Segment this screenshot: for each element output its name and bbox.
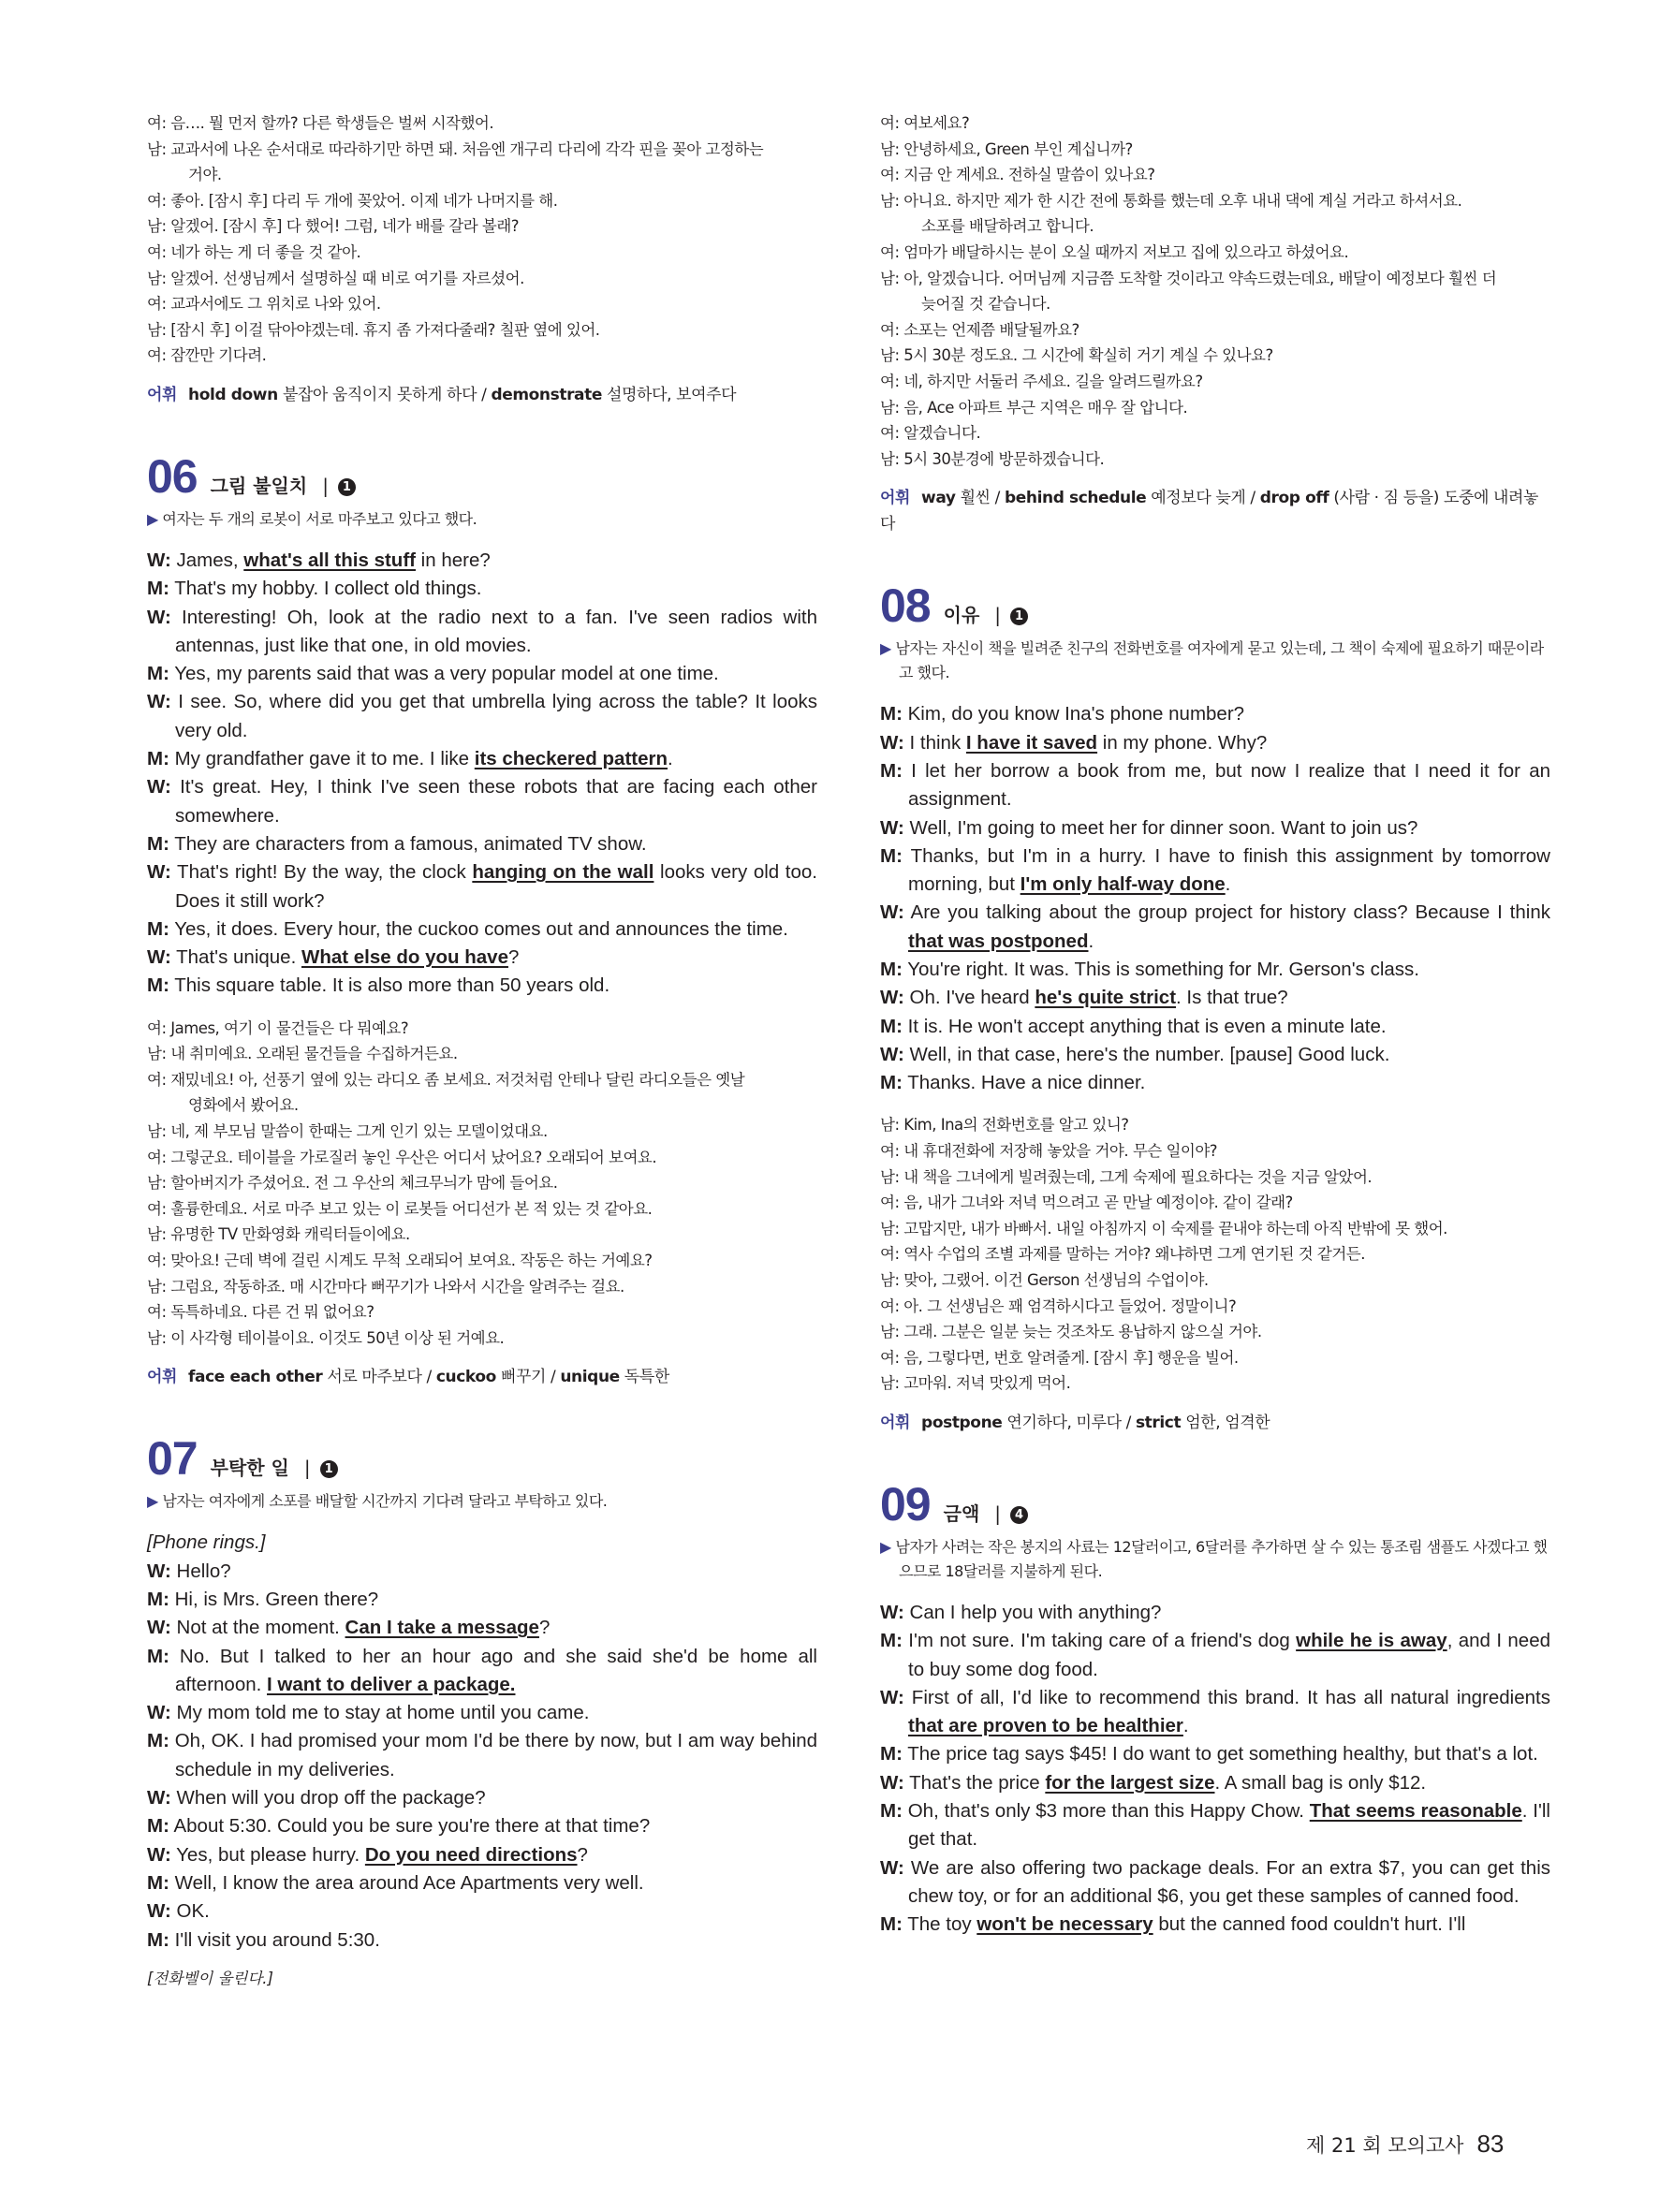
dialogue-line [147,604,817,661]
translation-line: 영화에서 봤어요. [188,1096,299,1115]
utterance-text: Hi, is Mrs. Green there? [169,1589,379,1610]
dialogue-line [147,944,817,972]
speaker-label: M: [147,1871,169,1894]
translation-line: 남: 유명한 TV 만화영화 캐릭터들이에요. [147,1225,410,1244]
dialogue-line [880,1854,1550,1912]
speaker-label: M: [147,917,169,940]
dialogue-09 [880,1599,1550,1940]
utterance-text: Thanks, but I'm in a hurry. I have to finish this assignment by tomorrow morning, but [902,844,1550,896]
utterance-text: That's unique. [170,946,301,969]
translation-line: 여: 알겠습니다. [880,424,981,443]
translation-line: 여: 맞아요! 근데 벽에 걸린 시계도 무척 오래되어 보여요. 작동은 하는 거예요? [147,1252,653,1270]
dialogue-line [147,1727,817,1784]
triangle-bullet-icon: ▶ [147,509,163,528]
blank-answer: that was postponed [908,930,1089,952]
section-header-07 [147,1431,817,1486]
speaker-label: M: [147,748,169,770]
vocab-meaning: 예정보다 늦게 / [1146,489,1260,508]
korean-translation [147,110,817,369]
dialogue-line [880,1684,1550,1741]
vocab-meaning: 설명하다, 보여주다 [602,385,737,404]
utterance-text: ? [577,1843,588,1866]
utterance-text: It is. He won't accept anything that is even a minute late. [902,1015,1387,1037]
dialogue-line [147,830,817,858]
dialogue-line [147,688,817,745]
translation-line: 남: 내 취미예요. 오래된 물건들을 수집하거든요. [147,1045,458,1063]
answer-badge: 1 [320,1460,338,1478]
section-title: 부탁한 일 [210,1457,289,1480]
vocab-term: cuckoo [435,1368,496,1387]
explanation-text: 남자는 자신이 책을 빌려준 친구의 전화번호를 여자에게 묻고 있는데, 그 책이 숙제에 필요하기 때문이라고 했다. [895,639,1544,682]
utterance-text: Well, in that case, here's the number. [pause] Good luck. [903,1043,1390,1065]
stage-direction-korean: [전화벨이 울린다.] [147,1969,273,1987]
translation-line: 여: 교과서에도 그 위치로 나와 있어. [147,295,381,314]
utterance-text: My mom told me to stay at home until you came. [170,1702,590,1724]
translation-line: 남: 교과서에 나온 순서대로 따라하기만 하면 돼. 처음엔 개구리 다리에 각각 핀을 꽂아 고정하는 [147,139,764,158]
dialogue-line [147,660,817,688]
section-header-09 [880,1477,1550,1531]
speaker-label: W: [147,861,171,884]
utterance-text: The price tag says $45! I do want to get something healthy, but that's a lot. [902,1743,1538,1765]
utterance-text: in here? [415,549,491,571]
left-column [147,110,817,1988]
blank-answer: Can I take a message [345,1617,539,1639]
explanation-text: 남자가 사려는 작은 봉지의 사료는 12달러이고, 6달러를 추가하면 살 수 있는 통조림 샘플도 사겠다고 했으므로 18달러를 지불하게 된다. [895,1538,1548,1580]
dialogue-line [147,1897,817,1926]
vocab-note-06 [147,1364,817,1390]
utterance-text: I see. So, where did you get that umbrella lying across the table? It looks very old. [170,691,817,741]
translation-line: 여: 좋아. [잠시 후] 다리 두 개에 꽂았어. 이제 네가 나머지를 해. [147,191,558,210]
speaker-label: W: [147,776,171,798]
vocab-term: postpone [921,1414,1003,1432]
speaker-label: M: [880,1913,903,1936]
speaker-label: W: [880,1771,904,1794]
blank-answer: its checkered pattern [474,748,668,770]
dialogue-line [880,956,1550,984]
blank-answer: he's quite strict [1035,987,1177,1009]
utterance-text: It's great. Hey, I think I've seen these robots that are facing each other somewhere. [170,776,817,827]
section-number: 07 [147,1432,198,1486]
dialogue-line [880,1797,1550,1854]
speaker-label: M: [147,1645,169,1667]
translation-line: 남: 알겠어. 선생님께서 설명하실 때 비로 여기를 자르셨어. [147,269,524,287]
blank-answer: Do you need directions [364,1843,578,1866]
utterance-text: When will you drop off the package? [170,1787,486,1809]
utterance-text: Yes, it does. Every hour, the cuckoo comes out and announces the time. [169,917,788,940]
vocab-meaning: 붙잡아 움직이지 못하게 하다 / [277,385,492,404]
utterance-text: I think [903,731,966,754]
dialogue-line [147,1586,817,1614]
speaker-label: M: [880,703,903,725]
speaker-label: W: [880,901,904,924]
dialogue-line [147,1643,817,1700]
section-title: 그림 불일치 [210,474,308,497]
dialogue-line [880,899,1550,956]
speaker-label: M: [147,1928,169,1951]
vocab-meaning: 뻐꾸기 / [495,1368,561,1387]
translation-line: 남: 5시 30분 정도요. 그 시간에 확실히 거기 계실 수 있나요? [880,346,1273,365]
dialogue-line [147,1869,817,1897]
speaker-label: M: [880,958,903,980]
translation-line: 남: 음, Ace 아파트 부근 지역은 매우 잘 압니다. [880,398,1188,417]
blank-answer: won't be necessary [976,1913,1153,1936]
speaker-label: W: [147,1702,171,1724]
utterance-text: Oh, OK. I had promised your mom I'd be there by now, but I am way behind schedule in my deliveries. [169,1730,817,1780]
translation-line: 여: 훌륭한데요. 서로 마주 보고 있는 이 로봇들 어디선가 본 적 있는 것 같아요. [147,1199,653,1218]
utterance-text: Kim, do you know Ina's phone number? [902,703,1245,725]
translation-line: 여: 음, 그렇다면, 번호 알려줄게. [잠시 후] 행운을 빌어. [880,1348,1239,1367]
speaker-label: W: [880,1856,904,1879]
triangle-bullet-icon: ▶ [147,1492,163,1511]
translation-line: 거야. [188,166,222,184]
translation-line: 소포를 배달하려고 합니다. [921,217,1094,236]
utterance-text: . A small bag is only $12. [1214,1771,1427,1794]
vocab-meaning: (사람 · 짐 등을) 도중에 내려놓다 [880,489,1539,535]
blank-answer: for the largest size [1045,1771,1215,1794]
vocab-meaning: 서로 마주보다 / [322,1368,436,1387]
answer-badge: 1 [1010,608,1028,625]
vocab-term: hold down [188,385,278,404]
vocab-label: 어휘 [880,489,911,508]
section-number: 06 [147,449,198,503]
speaker-label: M: [880,1743,903,1765]
vocab-note [880,485,1550,537]
section-number: 09 [880,1478,931,1531]
speaker-label: W: [147,1787,171,1809]
utterance-text: No. But I talked to her an hour ago and she said she'd be home all afternoon. [169,1645,817,1695]
utterance-text: ? [538,1617,551,1639]
vocab-meaning: 연기하다, 미루다 / [1002,1414,1136,1432]
translation-line: 남: 내 책을 그녀에게 빌려줬는데, 그게 숙제에 필요하다는 것을 지금 알았어. [880,1167,1373,1186]
utterance-text: I'll visit you around 5:30. [169,1928,380,1951]
section-header-08 [880,579,1550,633]
dialogue-line [880,814,1550,842]
utterance-text: Thanks. Have a nice dinner. [902,1072,1146,1094]
speaker-label: W: [880,816,904,839]
dialogue-06 [147,547,817,1001]
korean-translation [880,110,1550,472]
utterance-text: I'm not sure. I'm taking care of a friend's dog [902,1630,1297,1652]
utterance-text: Yes, my parents said that was a very popular model at one time. [169,663,719,685]
dialogue-line [147,1841,817,1869]
utterance-text: . Is that true? [1176,987,1288,1009]
stage-direction: [Phone rings.] [147,1531,266,1554]
dialogue-line [147,1614,817,1642]
blank-answer: while he is away [1296,1630,1447,1652]
vocab-meaning: 훨씬 / [955,489,1005,508]
speaker-label: W: [880,1686,904,1708]
utterance-text: ? [507,946,520,969]
translation-line: 남: 알겠어. [잠시 후] 다 했어! 그럼, 네가 배를 갈라 볼래? [147,217,520,236]
utterance-text: That's my hobby. I collect old things. [169,578,482,600]
vocab-term: drop off [1259,489,1329,508]
utterance-text: , and I need to buy some dog food. [908,1630,1550,1680]
explanation-text: 남자는 여자에게 소포를 배달할 시간까지 기다려 달라고 부탁하고 있다. [162,1492,608,1511]
answer-explanation [147,1489,817,1514]
blank-answer: What else do you have [301,946,508,969]
utterance-text: Yes, but please hurry. [170,1843,365,1866]
dialogue-line [147,858,817,916]
section-header-06 [147,449,817,504]
translation-line: 남: 아니요. 하지만 제가 한 시간 전에 통화를 했는데 오후 내내 댁에 계실 거라고 하셔서요. [880,191,1462,210]
dialogue-line [147,547,817,575]
blank-answer: that are proven to be healthier [908,1715,1183,1737]
dialogue-line [880,1069,1550,1097]
speaker-label: M: [147,1815,169,1838]
speaker-label: M: [147,974,169,997]
translation-line: 남: 안녕하세요, Green 부인 계십니까? [880,139,1133,158]
dialogue-line [147,1699,817,1727]
utterance-text: OK. [170,1900,210,1923]
vocab-term: strict [1135,1414,1182,1432]
answer-badge: 4 [1010,1506,1028,1524]
speaker-label: W: [147,691,171,713]
translation-line: 여: 네가 하는 게 더 좋을 것 같아. [147,242,361,261]
translation-line: 여: 역사 수업의 조별 과제를 말하는 거야? 왜냐하면 그게 연기된 것 같거든. [880,1245,1365,1264]
section-number: 08 [880,579,931,633]
translation-line: 남: 고마워. 저녁 맛있게 먹어. [880,1374,1071,1393]
dialogue-line [880,700,1550,728]
utterance-text: My grandfather gave it to me. I like [169,748,475,770]
section-title: 이유 [943,604,980,627]
utterance-text: Can I help you with anything? [903,1602,1162,1623]
korean-translation-08 [880,1112,1550,1397]
utterance-text: Oh, that's only $3 more than this Happy Chow. [902,1800,1310,1823]
speaker-label: W: [880,1043,904,1065]
utterance-text: I let her borrow a book from me, but now I realize that I need it for an assignment. [902,759,1550,811]
right-column [880,110,1550,1940]
divider: | [994,1502,1002,1525]
utterance-text: About 5:30. Could you be sure you're there at that time? [169,1815,651,1838]
dialogue-line [880,1627,1550,1684]
speaker-label: W: [147,606,171,628]
utterance-text: They are characters from a famous, animated TV show. [169,832,647,855]
utterance-text: . [1088,930,1094,952]
utterance-text: That's the price [903,1771,1046,1794]
speaker-label: W: [147,1560,171,1582]
section-title: 금액 [943,1502,980,1525]
speaker-label: M: [147,1730,169,1752]
divider: | [303,1457,311,1480]
blank-answer: I'm only half-way done [1020,873,1226,896]
dialogue-line [880,1041,1550,1069]
answer-explanation [880,637,1550,685]
vocab-term: way [921,489,956,508]
divider: | [994,604,1002,627]
dialogue-line [880,1740,1550,1768]
dialogue-line [147,1784,817,1812]
translation-line: 여: 잠깐만 기다려. [147,346,267,365]
korean-translation-06 [147,1016,817,1352]
answer-explanation [147,507,817,532]
dialogue-line [880,1599,1550,1627]
exam-label: 제 21 회 모의고사 [1306,2134,1464,2157]
answer-badge: 1 [338,478,356,496]
dialogue-line [880,1911,1550,1939]
speaker-label: M: [880,1630,903,1652]
translation-line: 남: 고맙지만, 내가 바빠서. 내일 아침까지 이 숙제를 끝내야 하는데 아직 반밖에 못 했어. [880,1219,1447,1238]
speaker-label: M: [880,844,903,867]
dialogue-line [147,745,817,773]
translation-line: 여: 그렇군요. 테이블을 가로질러 놓인 우산은 어디서 났어요? 오래되어 보여요. [147,1148,657,1166]
utterance-text: in my phone. Why? [1097,731,1268,754]
translation-line: 남: 그럼요, 작동하죠. 매 시간마다 뻐꾸기가 나와서 시간을 알려주는 걸요. [147,1277,624,1296]
blank-answer: I have it saved [965,731,1098,754]
vocab-term: demonstrate [491,385,602,404]
vocab-label: 어휘 [147,1368,178,1387]
utterance-text: . I'll get that. [908,1800,1550,1851]
vocab-label: 어휘 [147,385,178,404]
translation-line: 남: 5시 30분경에 방문하겠습니다. [880,449,1105,468]
dialogue-line [880,842,1550,900]
translation-line: 남: [잠시 후] 이걸 닦아야겠는데. 휴지 좀 가져다줄래? 칠판 옆에 있어. [147,320,600,339]
speaker-label: M: [880,1072,903,1094]
vocab-label: 어휘 [880,1414,911,1432]
vocab-term: behind schedule [1004,489,1147,508]
utterance-text: We are also offering two package deals. For an extra $7, you can get this chew toy, or for an additional $6, you get these samples of canned food. [903,1856,1550,1907]
speaker-label: W: [147,1843,171,1866]
translation-line: 늦어질 것 같습니다. [921,295,1050,314]
utterance-text: You're right. It was. This is something for Mr. Gerson's class. [902,958,1419,980]
translation-line: 남: Kim, Ina의 전화번호를 알고 있니? [880,1116,1129,1135]
speaker-label: W: [147,946,171,969]
utterance-text: . [1182,1715,1189,1737]
dialogue-07 [147,1529,817,1954]
translation-line: 남: 맞아, 그랬어. 이건 Gerson 선생님의 수업이야. [880,1271,1209,1290]
utterance-text: Well, I know the area around Ace Apartments very well. [169,1871,644,1894]
blank-answer: what's all this stuff [243,549,416,571]
divider: | [322,474,329,497]
dialogue-line [147,773,817,830]
dialogue-line [147,575,817,603]
dialogue-line [880,984,1550,1012]
translation-line: 남: 할아버지가 주셨어요. 전 그 우산의 체크무늬가 맘에 들어요. [147,1174,558,1193]
speaker-label: M: [147,1589,169,1610]
vocab-term: face each other [188,1368,323,1387]
utterance-text: . [668,748,673,770]
translation-line: 여: 내 휴대전화에 저장해 놓았을 거야. 무슨 일이야? [880,1142,1218,1161]
vocab-note-08 [880,1410,1550,1436]
vocab-note [147,382,817,408]
translation-line: 여: 음, 내가 그녀와 저녁 먹으려고 곧 만날 예정이야. 같이 갈래? [880,1194,1293,1212]
translation-line: 남: 그래. 그분은 일분 늦는 것조차도 용납하지 않으실 거야. [880,1323,1262,1341]
dialogue-line [880,1769,1550,1797]
dialogue-line [147,916,817,944]
utterance-text: . [1225,873,1231,896]
utterance-text: That's right! By the way, the clock [170,861,473,884]
speaker-label: M: [147,663,169,685]
vocab-meaning: 독특한 [619,1368,669,1387]
dialogue-line [880,1013,1550,1041]
dialogue-line [147,1926,817,1955]
blank-answer: hanging on the wall [472,861,654,884]
translation-line: 여: 음…. 뭘 먼저 할까? 다른 학생들은 벌써 시작했어. [147,114,494,132]
utterance-text: looks very old too. Does it still work? [175,861,817,912]
translation-line: 여: 소포는 언제쯤 배달될까요? [880,320,1079,339]
utterance-text: The toy [902,1913,977,1936]
dialogue-line [880,729,1550,757]
dialogue-08 [880,700,1550,1097]
translation-line: 여: 아. 그 선생님은 꽤 엄격하시다고 들었어. 정말이니? [880,1296,1237,1315]
dialogue-line [880,757,1550,814]
vocab-meaning: 엄한, 엄격한 [1181,1414,1270,1432]
page-number: 83 [1476,2130,1505,2158]
speaker-label: M: [147,832,169,855]
utterance-text: Oh. I've heard [903,987,1035,1009]
vocab-term: unique [560,1368,620,1387]
speaker-label: W: [880,1602,904,1623]
translation-line: 남: 이 사각형 테이블이요. 이것도 50년 이상 된 거예요. [147,1328,505,1347]
triangle-bullet-icon: ▶ [880,639,896,658]
speaker-label: M: [147,578,169,600]
blank-answer: I want to deliver a package. [267,1673,516,1695]
speaker-label: M: [880,759,903,782]
utterance-text: Hello? [170,1560,231,1582]
page-footer [1306,2130,1504,2159]
translation-line: 여: 재밌네요! 아, 선풍기 옆에 있는 라디오 좀 보세요. 저것처럼 안테나 달린 라디오들은 옛날 [147,1070,745,1089]
speaker-label: W: [147,1617,171,1639]
translation-line: 여: 엄마가 배달하시는 분이 오실 때까지 저보고 집에 있으라고 하셨어요. [880,242,1349,261]
speaker-label: W: [880,987,904,1009]
speaker-label: M: [880,1015,903,1037]
explanation-text: 여자는 두 개의 로봇이 서로 마주보고 있다고 했다. [162,509,477,528]
utterance-text: Interesting! Oh, look at the radio next to a fan. I've seen radios with antennas, just like that one, in old movies. [170,606,817,656]
answer-explanation [880,1535,1550,1584]
translation-line: 여: 네, 하지만 서둘러 주세요. 길을 알려드릴까요? [880,372,1203,390]
dialogue-line [147,972,817,1000]
dialogue-line [147,1812,817,1840]
translation-line: 여: 여보세요? [880,114,970,132]
translation-line: 남: 아, 알겠습니다. 어머님께 지금쯤 도착할 것이라고 약속드렸는데요, 배달이 예정보다 훨씬 더 [880,269,1497,287]
utterance-text: Not at the moment. [170,1617,345,1639]
translation-line: 여: 지금 안 계세요. 전하실 말씀이 있나요? [880,166,1155,184]
triangle-bullet-icon: ▶ [880,1538,896,1556]
utterance-text: James, [170,549,244,571]
translation-line: 여: James, 여기 이 물건들은 다 뭐예요? [147,1018,409,1037]
speaker-label: W: [147,549,171,571]
utterance-text: Well, I'm going to meet her for dinner soon. Want to join us? [903,816,1418,839]
utterance-text: First of all, I'd like to recommend this brand. It has all natural ingredients [903,1686,1550,1708]
blank-answer: That seems reasonable [1309,1800,1522,1823]
utterance-text: This square table. It is also more than 50 years old. [169,974,610,997]
translation-line: 여: 독특하네요. 다른 건 뭐 없어요? [147,1303,374,1322]
speaker-label: W: [880,731,904,754]
utterance-text: but the canned food couldn't hurt. I'll [1153,1913,1466,1936]
dialogue-line [147,1558,817,1586]
speaker-label: W: [147,1900,171,1923]
speaker-label: M: [880,1800,903,1823]
utterance-text: Are you talking about the group project for history class? Because I think [903,901,1550,924]
translation-line: 남: 네, 제 부모님 말씀이 한때는 그게 인기 있는 모델이었대요. [147,1122,548,1141]
